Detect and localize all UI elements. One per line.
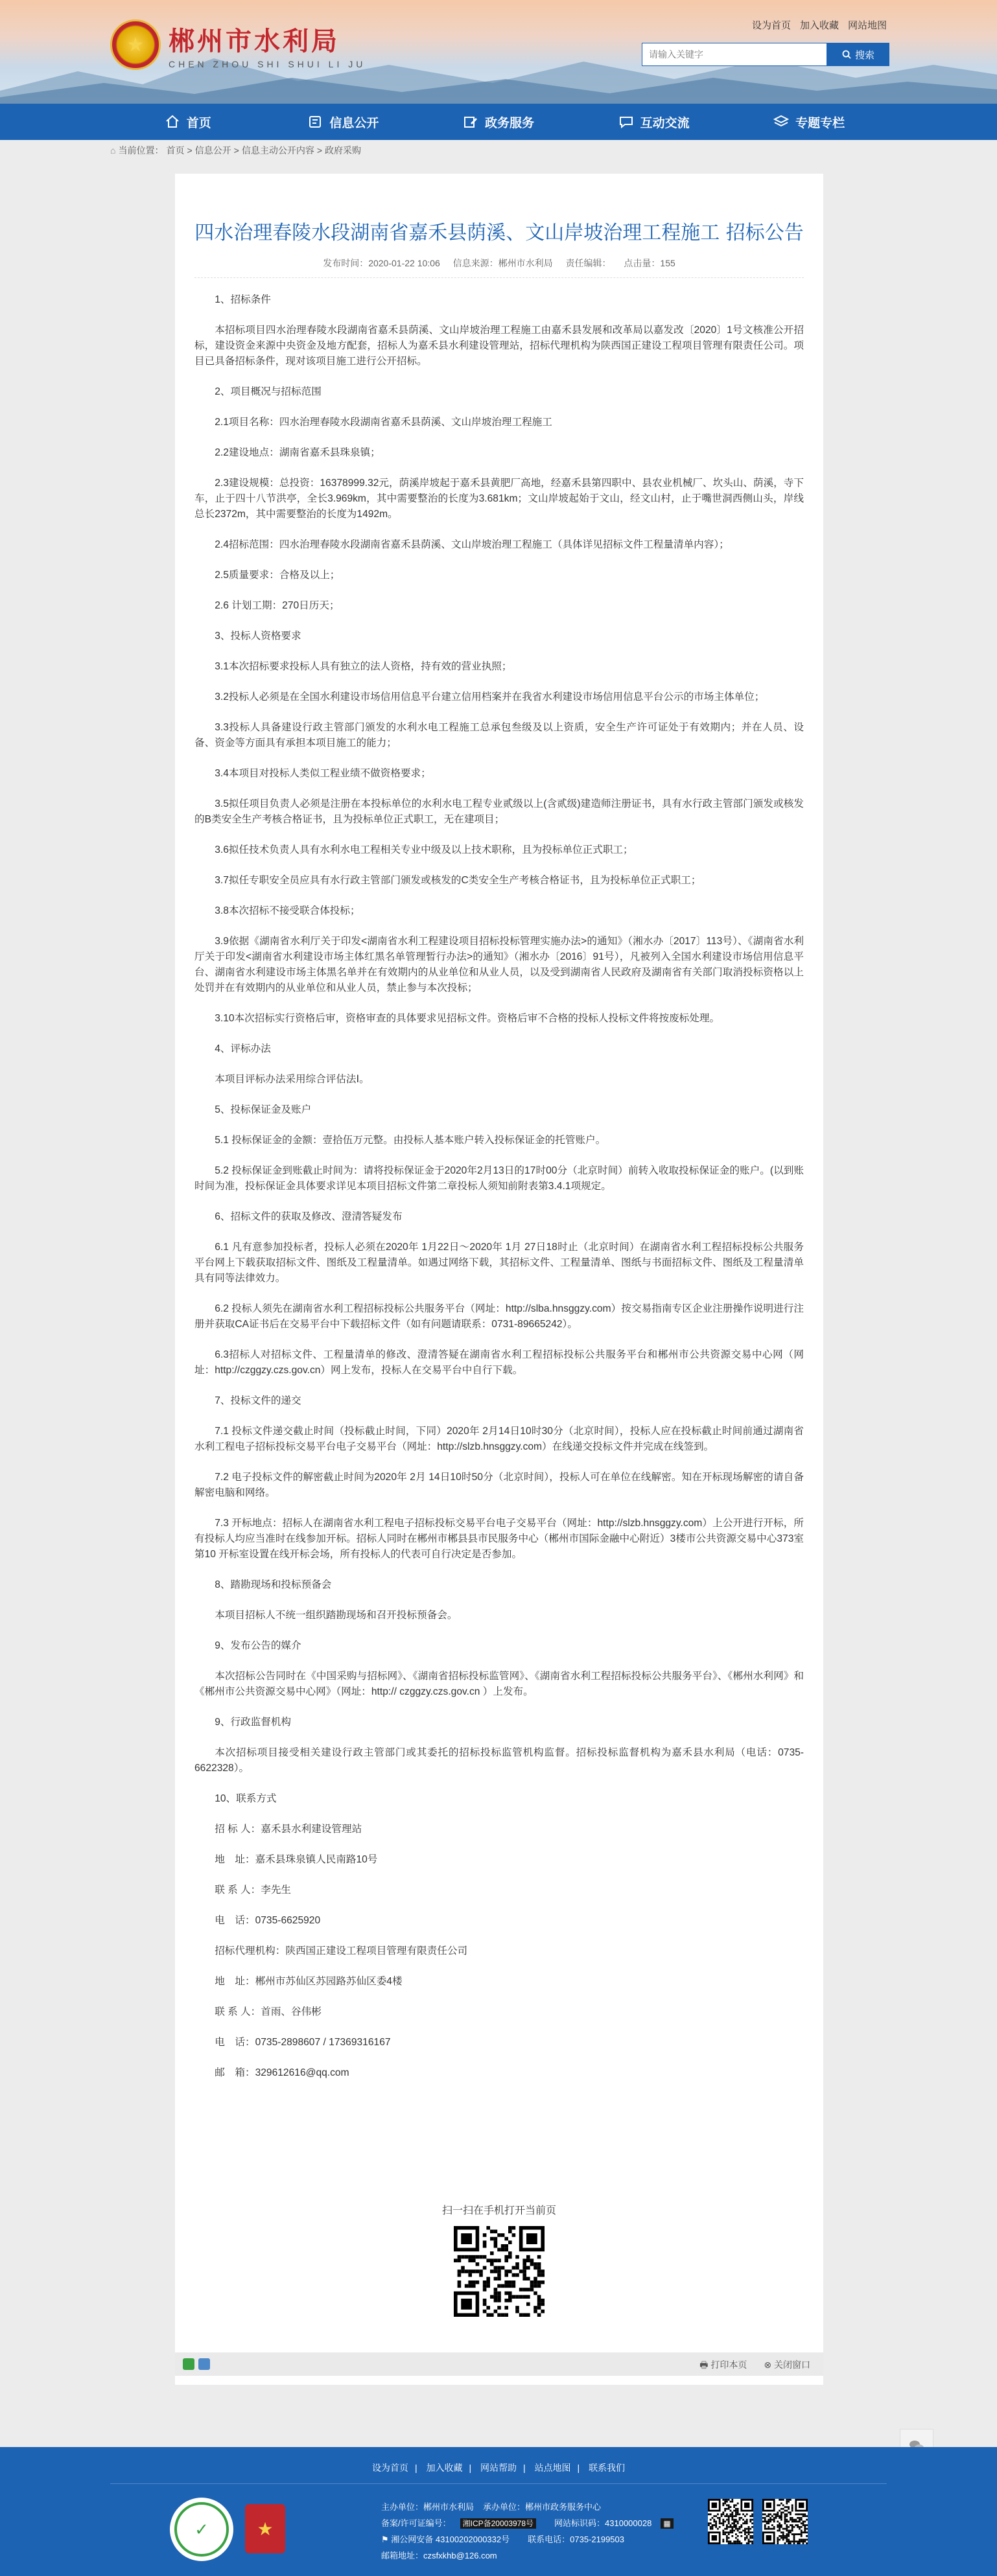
site-id-badge: ▦ bbox=[661, 2518, 673, 2529]
breadcrumb: ⌂ 当前位置： 首页 > 信息公开 > 信息主动公开内容 > 政府采购 bbox=[110, 145, 362, 156]
site-header bbox=[0, 0, 997, 104]
article-paragraph: 3、投标人资格要求 bbox=[215, 631, 301, 642]
editor: 责任编辑： bbox=[565, 258, 611, 268]
article-paragraph: 2.1项目名称：四水治理春陵水段湖南省嘉禾县荫溪、文山岸坡治理工程施工 bbox=[215, 417, 552, 428]
article-tools-bar bbox=[175, 2352, 823, 2376]
nav-label: 政务服务 bbox=[484, 116, 534, 130]
article-paragraph: 3.1本次招标要求投标人具有独立的法人资格，持有效的营业执照； bbox=[215, 661, 512, 672]
article-paragraph: 6.2 投标人须先在湖南省水利工程招标投标公共服务平台（网址：http://slba.hnsggzy.com）按交易指南专区企业注册操作说明进行注册并获取CA证书后在交易平台中下载招标文件（如有问题请联系：0731-89665242）。 bbox=[194, 1303, 804, 1330]
article-paragraph: 3.2投标人必须是在全国水利建设市场信用信息平台建立信用档案并在我省水利建设市场信用信息平台公示的市场主体单位； bbox=[215, 691, 765, 702]
wechat-share-icon[interactable] bbox=[183, 2358, 194, 2370]
national-emblem-icon: ★ bbox=[110, 19, 161, 70]
article-paragraph: 3.10本次招标实行资格后审，资格审查的具体要求见招标文件。资格后审不合格的投标人投标文件将按废标处理。 bbox=[215, 1013, 720, 1024]
article-paragraph: 2.4招标范围：四水治理春陵水段湖南省嘉禾县荫溪、文山岸坡治理工程施工（具体详见招标文件工程量清单内容）； bbox=[215, 539, 729, 550]
article-paragraph: 9、行政监督机构 bbox=[215, 1717, 292, 1728]
layers-icon bbox=[773, 114, 789, 130]
article-paragraph: 本项目评标办法采用综合评估法Ⅰ。 bbox=[215, 1074, 369, 1085]
police-record[interactable]: ⚑ 湘公网安备 43100202000332号 bbox=[381, 2535, 510, 2544]
article-paragraph: 联 系 人：首雨、谷伟彬 bbox=[215, 2006, 322, 2017]
article-paragraph: 3.9依据《湖南省水利厅关于印发<湖南省水利工程建设项目招标投标管理实施办法>的通知》（湘水办〔2017〕113号）、《湖南省水利厅关于印发<湖南省水利建设市场主体红黑名单管理暂行办法>的通知》（湘水办〔2016〕91号），凡被列入全国水利建设市场信用信息平台、湖南省水利建设市场主体黑名单并在有效期内的从业单位和从业人员，以及受到湖南省人民政府及湖南省有关部门取消投标资格以上处罚并在有效期内的从业单位和从业人员，禁止参与本次投标； bbox=[194, 936, 804, 993]
article-paragraph: 1、招标条件 bbox=[215, 294, 271, 305]
article-paragraph: 3.8本次招标不接受联合体投标； bbox=[215, 905, 360, 916]
breadcrumb-info-active[interactable]: 信息主动公开内容 bbox=[241, 145, 314, 156]
article-body bbox=[194, 292, 804, 2096]
article-paragraph: 3.4本项目对投标人类似工程业绩不做资格要求； bbox=[215, 768, 431, 779]
article-paragraph: 5、投标保证金及账户 bbox=[215, 1104, 312, 1115]
site-id: 网站标识码：4310000028 bbox=[554, 2518, 652, 2528]
article-paragraph: 本项目招标人不统一组织踏勘现场和召开投标预备会。 bbox=[215, 1610, 458, 1621]
article-paragraph: 7、投标文件的递交 bbox=[215, 1395, 301, 1406]
party-gov-badge-icon[interactable]: ★ bbox=[245, 2504, 285, 2553]
location-icon: ⌂ bbox=[110, 145, 116, 156]
footer-qr-code-app bbox=[762, 2499, 808, 2544]
article-paragraph: 联 系 人：李先生 bbox=[215, 1885, 292, 1896]
nav-item-gov-service[interactable] bbox=[421, 104, 576, 140]
article-paragraph: 2、项目概况与招标范围 bbox=[215, 386, 322, 397]
main-nav bbox=[0, 104, 997, 140]
qr-caption: 扫一扫在手机打开当前页 bbox=[441, 2205, 556, 2216]
article-paragraph: 本次招标项目接受相关建设行政主管部门或其委托的招标投标监管机构监督。招标投标监督机构为嘉禾县水利局（电话：0735-6622328）。 bbox=[194, 1747, 804, 1774]
article-paragraph: 3.5拟任项目负责人必须是注册在本投标单位的水利水电工程专业贰级以上(含贰级)建造师注册证书，具有水行政主管部门颁发或核发的B类安全生产考核合格证书，且为投标单位正式职工，无在建项目； bbox=[194, 798, 804, 825]
nav-label: 专题专栏 bbox=[795, 116, 845, 130]
article-paragraph: 7.1 投标文件递交截止时间（投标截止时间，下同）2020年 2月14日10时30分（北京时间），投标人应在投标截止时间前通过湖南省水利工程电子招标投标交易平台电子交易平台（网址：http://slzb.hnsggzy.com）在线递交投标文件并完成在线签到。 bbox=[194, 1426, 804, 1452]
article-paragraph: 5.2 投标保证金到账截止时间为：请将投标保证金于2020年2月13日的17时00分（北京时间）前转入收取投标保证金的账户。(以到账时间为准，投标保证金具体要求详见本项目招标文件第二章投标人须知前附表第3.4.1项规定。 bbox=[194, 1165, 804, 1192]
footer-info bbox=[381, 2499, 679, 2564]
article-paragraph: 招 标 人：嘉禾县水利建设管理站 bbox=[215, 1824, 362, 1835]
article-meta bbox=[175, 257, 823, 270]
footer-link-homepage[interactable]: 设为首页 bbox=[371, 2463, 408, 2473]
nav-item-info-public[interactable] bbox=[266, 104, 421, 140]
footer-link-sitemap[interactable]: 站点地图 bbox=[534, 2463, 571, 2473]
view-count: 点击量：155 bbox=[624, 258, 675, 268]
article-paragraph: 5.1 投标保证金的金额：壹拾伍万元整。由投标人基本账户转入投标保证金的托管账户。 bbox=[215, 1135, 606, 1146]
footer-link-contact[interactable]: 联系我们 bbox=[589, 2463, 626, 2473]
info-icon bbox=[307, 114, 323, 130]
article-paragraph: 7.3 开标地点：招标人在湖南省水利工程电子招标投标交易平台电子交易平台（网址：http://slzb.hnsggzy.com）上公开进行开标，所有投标人均应当准时在线参加开标。招标人同时在郴州市郴县县市民服务中心（郴州市国际金融中心附近）3楼市公共资源交易中心373室第10 开标室设置在线开标会场，所有投标人的代表可自行决定是否参加。 bbox=[194, 1518, 804, 1560]
article-paragraph: 2.2建设地点：湖南省嘉禾县珠泉镇； bbox=[215, 447, 381, 458]
article-paragraph: 3.6拟任技术负责人具有水利水电工程相关专业中级及以上技术职称，且为投标单位正式职工； bbox=[215, 844, 633, 855]
article-paragraph: 6.1 凡有意参加投标者，投标人必须在2020年 1月22日～2020年 1月 27日18时止（北京时间）在湖南省水利工程招标投标公共服务平台网上下载获取招标文件、图纸及工程量清单。如遇过网络下载，其招标文件、工程量清单、图纸与书面招标文件、图纸及工程量清单具有同等法律效力。 bbox=[194, 1242, 804, 1284]
contact-email: 邮箱地址：czsfxkhb@126.com bbox=[381, 2551, 497, 2560]
icp-record[interactable]: 备案/许可证编号： 湘ICP备20003978号 bbox=[381, 2518, 545, 2528]
article-paragraph: 6.3招标人对招标文件、工程量清单的修改、澄清答疑在湖南省水利工程招标投标公共服务平台和郴州市公共资源交易中心网（网址：http://czggzy.czs.gov.cn）网上发布，投标人在交易平台中自行下载。 bbox=[194, 1349, 804, 1376]
page-qr-code bbox=[454, 2226, 545, 2317]
nav-label: 互动交流 bbox=[640, 116, 690, 130]
search-icon bbox=[842, 50, 851, 59]
article-paragraph: 电 话：0735-2898607 / 17369316167 bbox=[215, 2037, 391, 2048]
article-paragraph: 6、招标文件的获取及修改、澄清答疑发布 bbox=[215, 1211, 403, 1222]
title-divider bbox=[194, 277, 804, 278]
weibo-share-icon[interactable] bbox=[198, 2358, 210, 2370]
contact-phone: 联系电话：0735-2199503 bbox=[528, 2535, 624, 2544]
edit-icon bbox=[463, 114, 478, 130]
article-title: 四水治理春陵水段湖南省嘉禾县荫溪、文山岸坡治理工程施工 招标公告 bbox=[194, 222, 804, 244]
footer-qr-code-wechat bbox=[708, 2499, 753, 2544]
article-paragraph: 地 址：嘉禾县珠泉镇人民南路10号 bbox=[215, 1854, 378, 1865]
site-footer bbox=[0, 2447, 997, 2576]
article-paragraph: 4、评标办法 bbox=[215, 1043, 271, 1054]
site-subtitle: CHEN ZHOU SHI SHUI LI JU bbox=[169, 58, 366, 69]
article-paragraph: 2.3建设规模：总投资：16378999.32元，荫溪岸坡起于嘉禾县黄肥厂高地，经嘉禾县第四职中、县农业机械厂、坎头山、荫溪，寺下车，止于四十八节洪亭，全长3.969km，其中需要整治的长度为3.681km；文山岸坡起始于文山，经文山村，止于嘴世洞西侧山头，岸线总长2372m，其中需要整治的长度为1492m。 bbox=[194, 478, 804, 520]
article-paragraph: 邮 箱：329612616@qq.com bbox=[215, 2067, 349, 2078]
share-icons bbox=[183, 2358, 210, 2370]
print-page-link[interactable]: 🖶 打印本页 bbox=[699, 2360, 747, 2370]
footer-link-help[interactable]: 网站帮助 bbox=[480, 2463, 517, 2473]
article-paragraph: 本次招标公告同时在《中国采购与招标网》、《湖南省招标投标监管网》、《湖南省水利工程招标投标公共服务平台》、《郴州水利网》和《郴州市公共资源交易中心网》（网址：http:// czggzy.czs.gov.cn ）上发布。 bbox=[194, 1671, 804, 1697]
article-paragraph: 7.2 电子投标文件的解密截止时间为2020年 2月 14日10时50分（北京时间），投标人可在单位在线解密。知在开标现场解密的请自备解密电脑和网络。 bbox=[194, 1472, 804, 1498]
nav-label: 首页 bbox=[186, 116, 211, 130]
article-paragraph: 3.7拟任专职安全员应具有水行政主管部门颁发或核发的C类安全生产考核合格证书，且为投标单位正式职工； bbox=[215, 875, 701, 886]
article-panel bbox=[175, 174, 823, 2385]
sitemap-link[interactable]: 网站地图 bbox=[847, 20, 887, 31]
nav-item-special-topics[interactable] bbox=[731, 104, 887, 140]
breadcrumb-prefix: 当前位置： bbox=[118, 145, 164, 156]
nav-item-interaction[interactable] bbox=[576, 104, 732, 140]
top-links bbox=[752, 18, 887, 32]
info-source: 信息来源：郴州市水利局 bbox=[452, 258, 553, 268]
site-title: 郴州市水利局 bbox=[169, 25, 340, 56]
nav-item-home[interactable] bbox=[110, 104, 266, 140]
set-homepage-link[interactable]: 设为首页 bbox=[751, 20, 791, 31]
footer-divider bbox=[110, 2483, 887, 2484]
article-paragraph: 3.3投标人具备建设行政主管部门颁发的水利水电工程施工总承包叁级及以上资质，安全生产许可证处于有效期内；并在人员、设备、资金等方面具有承担本项目施工的能力； bbox=[194, 722, 804, 748]
breadcrumb-home[interactable]: 首页 bbox=[166, 145, 185, 156]
search-input[interactable] bbox=[642, 43, 827, 66]
publish-time: 发布时间：2020-01-22 10:06 bbox=[323, 258, 440, 268]
search-button-label: 搜索 bbox=[854, 49, 874, 61]
site-logo[interactable] bbox=[110, 19, 366, 70]
chat-icon bbox=[618, 114, 634, 130]
search-button[interactable] bbox=[827, 43, 889, 66]
org-unit: 承办单位：郴州市政务服务中心 bbox=[483, 2502, 602, 2512]
article-paragraph: 电 话：0735-6625920 bbox=[215, 1915, 321, 1926]
footer-links: 设为首页 | 加入收藏 | 网站帮助 | 站点地图 | 联系我们 bbox=[371, 2463, 626, 2473]
article-paragraph: 招标代理机构：陕西国正建设工程项目管理有限责任公司 bbox=[215, 1945, 468, 1956]
article-paragraph: 10、联系方式 bbox=[215, 1793, 277, 1804]
article-paragraph: 2.6 计划工期：270日历天； bbox=[215, 600, 340, 611]
host-unit: 主办单位：郴州市水利局 bbox=[381, 2502, 475, 2512]
close-window-link[interactable]: ⊗ 关闭窗口 bbox=[764, 2360, 810, 2370]
article-paragraph: 地 址：郴州市苏仙区苏园路苏仙区委4楼 bbox=[215, 1976, 403, 1987]
article-paragraph: 9、发布公告的媒介 bbox=[215, 1640, 301, 1651]
breadcrumb-info-public[interactable]: 信息公开 bbox=[194, 145, 231, 156]
nav-label: 信息公开 bbox=[329, 116, 379, 130]
footer-link-favorite[interactable]: 加入收藏 bbox=[426, 2463, 463, 2473]
mobile-qr-section bbox=[175, 2202, 823, 2320]
article-paragraph: 2.5质量要求：合格及以上； bbox=[215, 570, 340, 581]
add-favorite-link[interactable]: 加入收藏 bbox=[799, 20, 839, 31]
breadcrumb-procurement[interactable]: 政府采购 bbox=[325, 145, 362, 156]
gov-site-find-error-badge[interactable]: ✓ bbox=[170, 2498, 233, 2561]
home-icon bbox=[165, 114, 180, 130]
article-paragraph: 8、踏勘现场和投标预备会 bbox=[215, 1579, 332, 1590]
article-paragraph: 本招标项目四水治理春陵水段湖南省嘉禾县荫溪、文山岸坡治理工程施工由嘉禾县发展和改革局以嘉发改〔2020〕1号文核准公开招标，建设资金来源中央资金及地方配套，招标人为嘉禾县水利建设管理站，招标代理机构为陕西国正建设工程项目管理有限责任公司。项目已具备招标条件，现对该项目施工进行公开招标。 bbox=[194, 325, 804, 367]
